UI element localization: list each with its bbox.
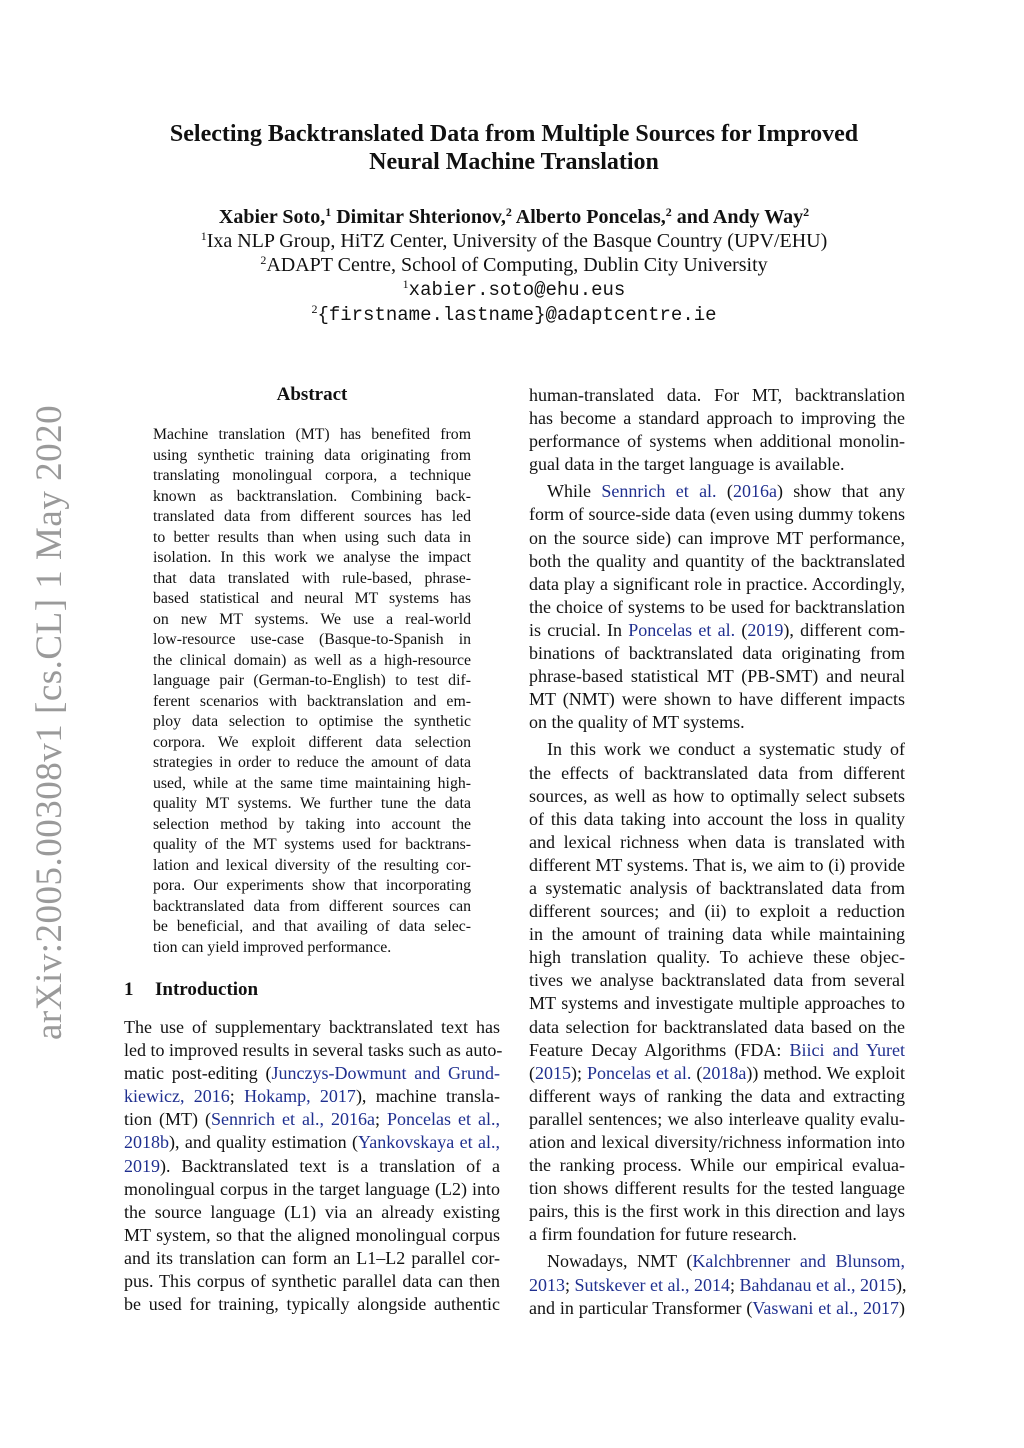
citation-link[interactable]: Hokamp, 2017: [244, 1086, 356, 1107]
abstract-line: be beneficial, and that availing of data selec-: [153, 918, 471, 935]
body-line: is crucial. In Poncelas et al. (2019), different com-: [529, 619, 906, 640]
body-line: monolingual corpus in the target language (L2) into: [124, 1178, 500, 1199]
body-line: on the source side) can improve MT performance,: [529, 527, 905, 548]
author-1-affiliation-mark: 1: [325, 205, 332, 219]
author-1: Xabier Soto,: [218, 206, 326, 228]
citation-link[interactable]: 2016a: [732, 481, 777, 502]
body-line: be used for training, typically alongside authentic: [124, 1294, 500, 1315]
author-4-affiliation-mark: 2: [803, 205, 810, 219]
body-line: the ranking process. While our empirical evalua-: [529, 1155, 905, 1176]
body-line: the choice of systems to be used for backtranslation: [529, 596, 905, 617]
body-line: on the quality of MT systems.: [529, 712, 745, 733]
abstract-line: corpora. We exploit different data selection: [153, 733, 471, 751]
body-line: different MT systems. That is, we aim to (i) provide: [529, 854, 905, 875]
body-line: parallel sentences; we also interleave quality evalu-: [529, 1108, 905, 1129]
affiliation-1-mark: 1: [200, 229, 207, 243]
affiliation-1-text: Ixa NLP Group, HiTZ Center, University of the Basque Country (UPV/EHU): [206, 230, 828, 252]
email-1: [110, 277, 918, 302]
body-line: 2018b), and quality estimation (Yankovskaya et al.,: [124, 1132, 500, 1153]
body-line: both the quality and quantity of the backtranslated: [529, 550, 905, 571]
abstract-line: using synthetic training data originating from: [153, 446, 471, 464]
abstract-line: pora. Our experiments show that incorporating: [153, 877, 471, 894]
email-1-mark: 1: [402, 277, 409, 291]
abstract-line: used, while at the same time maintaining high-: [153, 774, 471, 792]
body-line: pairs, this is the first work in this direction and lays: [529, 1201, 905, 1222]
abstract-line: ploy data selection to optimise the synthetic: [153, 713, 471, 730]
abstract-line: quality MT systems. We further tune the data: [153, 795, 471, 812]
citation-link[interactable]: kiewicz, 2016: [124, 1086, 230, 1107]
body-line: a firm foundation for future research.: [529, 1224, 797, 1245]
citation-link[interactable]: Sutskever et al., 2014: [574, 1274, 730, 1295]
body-line: kiewicz, 2016; Hokamp, 2017), machine transla-: [124, 1086, 501, 1107]
body-line: MT systems and investigate multiple approaches to: [529, 993, 905, 1014]
citation-link[interactable]: Sennrich et al.: [601, 481, 717, 502]
body-line: sources, as well as how to optimally select subsets: [529, 785, 905, 806]
citation-link[interactable]: 2018b: [124, 1132, 169, 1153]
author-4: and Andy Way: [676, 206, 804, 228]
introduction-left-column: [124, 1016, 503, 1316]
body-line: performance of systems when additional monolin-: [529, 431, 905, 452]
body-line: pus. This corpus of synthetic parallel data can then: [124, 1271, 500, 1292]
citation-link[interactable]: Yankovskaya et al.,: [358, 1132, 500, 1153]
citation-link[interactable]: 2019: [747, 619, 784, 640]
citation-link[interactable]: Poncelas et al.: [586, 1062, 692, 1083]
body-line: a systematic analysis of backtranslated data from: [529, 877, 905, 898]
author-3: Alberto Poncelas,: [515, 206, 666, 228]
citation-link[interactable]: Kalchbrenner and Blunsom,: [692, 1251, 906, 1272]
section-title: Introduction: [155, 979, 259, 1000]
abstract-line: translated data from different sources has led: [153, 508, 471, 525]
affiliation-2-text: ADAPT Centre, School of Computing, Dublin City University: [266, 254, 768, 276]
body-line: different sources; and (ii) to exploit a reduction: [529, 901, 905, 922]
citation-link[interactable]: Poncelas et al.,: [387, 1109, 500, 1130]
abstract-line: low-resource use-case (Basque-to-Spanish in: [153, 631, 471, 648]
email-1-address: xabier.soto@ehu.eus: [408, 279, 626, 301]
affiliation-1: [110, 229, 918, 253]
email-2-mark: 2: [311, 302, 318, 316]
body-line: 2013; Sutskever et al., 2014; Bahdanau et al., 2015),: [529, 1274, 907, 1295]
section-number: 1: [124, 979, 134, 1000]
citation-link[interactable]: Vaswani et al., 2017: [752, 1297, 899, 1318]
body-line: tion shows different results for the tested language: [529, 1178, 905, 1199]
abstract-line: language pair (German-to-English) to test dif-: [153, 672, 471, 689]
abstract-line: tion can yield improved performance.: [153, 938, 392, 956]
body-line: the effects of backtranslated data from different: [529, 762, 905, 783]
body-line: different ways of ranking the data and extracting: [529, 1085, 905, 1106]
email-2-address: {firstname.lastname}@adaptcentre.ie: [317, 304, 717, 326]
abstract-line: Machine translation (MT) has benefited from: [153, 426, 471, 443]
body-line: MT system, so that the aligned monolingual corpus: [124, 1224, 500, 1245]
title-line-1: Selecting Backtranslated Data from Multiple Sources for Improved: [169, 121, 859, 147]
body-line: tion (MT) (Sennrich et al., 2016a; Poncelas et al.,: [124, 1109, 500, 1130]
citation-link[interactable]: 2018a: [702, 1062, 747, 1083]
citation-link[interactable]: Bahdanau et al., 2015: [739, 1274, 896, 1295]
citation-link[interactable]: Poncelas et al.: [628, 619, 736, 640]
body-line: has become a standard approach to improving the: [529, 408, 905, 429]
introduction-right-column: [529, 384, 905, 1320]
abstract-line: that data translated with rule-based, phrase-: [153, 569, 471, 587]
author-2: Dimitar Shterionov,: [336, 206, 506, 228]
body-line: phrase-based statistical MT (PB-SMT) and neural: [529, 666, 905, 687]
body-line: matic post-editing (Junczys-Dowmunt and Grund-: [124, 1063, 500, 1084]
body-line: Nowadays, NMT (Kalchbrenner and Blunsom,: [547, 1251, 906, 1272]
abstract-line: strategies in order to reduce the amount of data: [153, 754, 471, 771]
body-line: 2019). Backtranslated text is a translation of a: [124, 1155, 500, 1176]
author-block: [110, 205, 918, 327]
body-line: Feature Decay Algorithms (FDA: Biici and Yuret: [529, 1039, 906, 1060]
body-line: in the amount of training data while maintaining: [529, 924, 905, 945]
body-line: and in particular Transformer (Vaswani et al., 2017): [529, 1297, 905, 1318]
arxiv-identifier-stamp: arXiv:2005.00308v1 [cs.CL] 1 May 2020: [29, 404, 70, 1040]
body-line: of this data taking into account the loss in quality: [529, 808, 905, 829]
email-2: [110, 302, 918, 327]
author-2-affiliation-mark: 2: [505, 205, 512, 219]
body-line: ation and lexical diversity/richness information into: [529, 1132, 905, 1152]
author-3-affiliation-mark: 2: [665, 205, 672, 219]
body-line: In this work we conduct a systematic study of: [547, 739, 905, 760]
citation-link[interactable]: Junczys-Dowmunt and Grund-: [271, 1063, 500, 1084]
body-line: gual data in the target language is available.: [529, 454, 845, 475]
abstract-line: known as backtranslation. Combining back-: [153, 487, 471, 505]
body-line: MT (NMT) were shown to have different impacts: [529, 689, 905, 710]
citation-link[interactable]: 2015: [535, 1062, 571, 1083]
title-line-2: Neural Machine Translation: [369, 149, 659, 175]
abstract-line: lation and lexical diversity of the resulting cor-: [153, 856, 471, 874]
abstract-line: ferent scenarios with backtranslation and em-: [153, 692, 471, 710]
body-line: human-translated data. For MT, backtranslation: [529, 385, 905, 405]
body-line: data selection for backtranslated data based on the: [529, 1016, 905, 1037]
abstract-line: isolation. In this work we analyse the impact: [153, 549, 471, 566]
citation-link[interactable]: 2019: [124, 1155, 160, 1176]
abstract-line: backtranslated data from different sources can: [153, 897, 471, 915]
abstract-line: quality of the MT systems used for backtrans-: [153, 836, 471, 853]
author-names: [110, 205, 918, 229]
paper-title: [110, 120, 918, 176]
citation-link[interactable]: 2013: [529, 1274, 565, 1295]
citation-link[interactable]: Sennrich et al., 2016a: [211, 1109, 375, 1130]
body-line: data play a significant role in practice. Accordingly,: [529, 573, 905, 594]
section-heading-introduction: [124, 979, 258, 1001]
abstract-line: translating monolingual corpora, a technique: [153, 467, 471, 484]
body-line: the source language (L1) via an already existing: [124, 1201, 500, 1222]
body-line: (2015); Poncelas et al. (2018a)) method. We exploit: [529, 1062, 906, 1083]
body-line: tives we analyse backtranslated data from several: [529, 970, 905, 991]
abstract-line: to better results than when using such data in: [153, 528, 471, 546]
abstract-line: selection method by taking into account the: [153, 815, 471, 833]
body-line: While Sennrich et al. (2016a) show that any: [547, 481, 906, 502]
abstract-line: on new MT systems. We use a real-world: [153, 610, 471, 628]
body-line: high translation quality. To achieve these objec-: [529, 947, 905, 968]
abstract-heading: Abstract: [276, 384, 348, 405]
body-line: binations of backtranslated data originating from: [529, 643, 905, 664]
body-line: The use of supplementary backtranslated text has: [124, 1017, 500, 1037]
body-line: and lexical richness when data is translated with: [529, 831, 905, 852]
abstract-line: based statistical and neural MT systems has: [153, 590, 471, 607]
citation-link[interactable]: Biici and Yuret: [789, 1039, 906, 1060]
body-line: led to improved results in several tasks such as auto-: [124, 1040, 503, 1061]
body-line: and its translation can form an L1–L2 parallel cor-: [124, 1247, 500, 1268]
affiliation-2-mark: 2: [260, 253, 267, 267]
body-line: form of source-side data (even using dummy tokens: [529, 504, 905, 525]
abstract-line: the clinical domain) as well as a high-resource: [153, 651, 471, 669]
affiliation-2: [110, 253, 918, 277]
abstract-body: [153, 425, 471, 958]
